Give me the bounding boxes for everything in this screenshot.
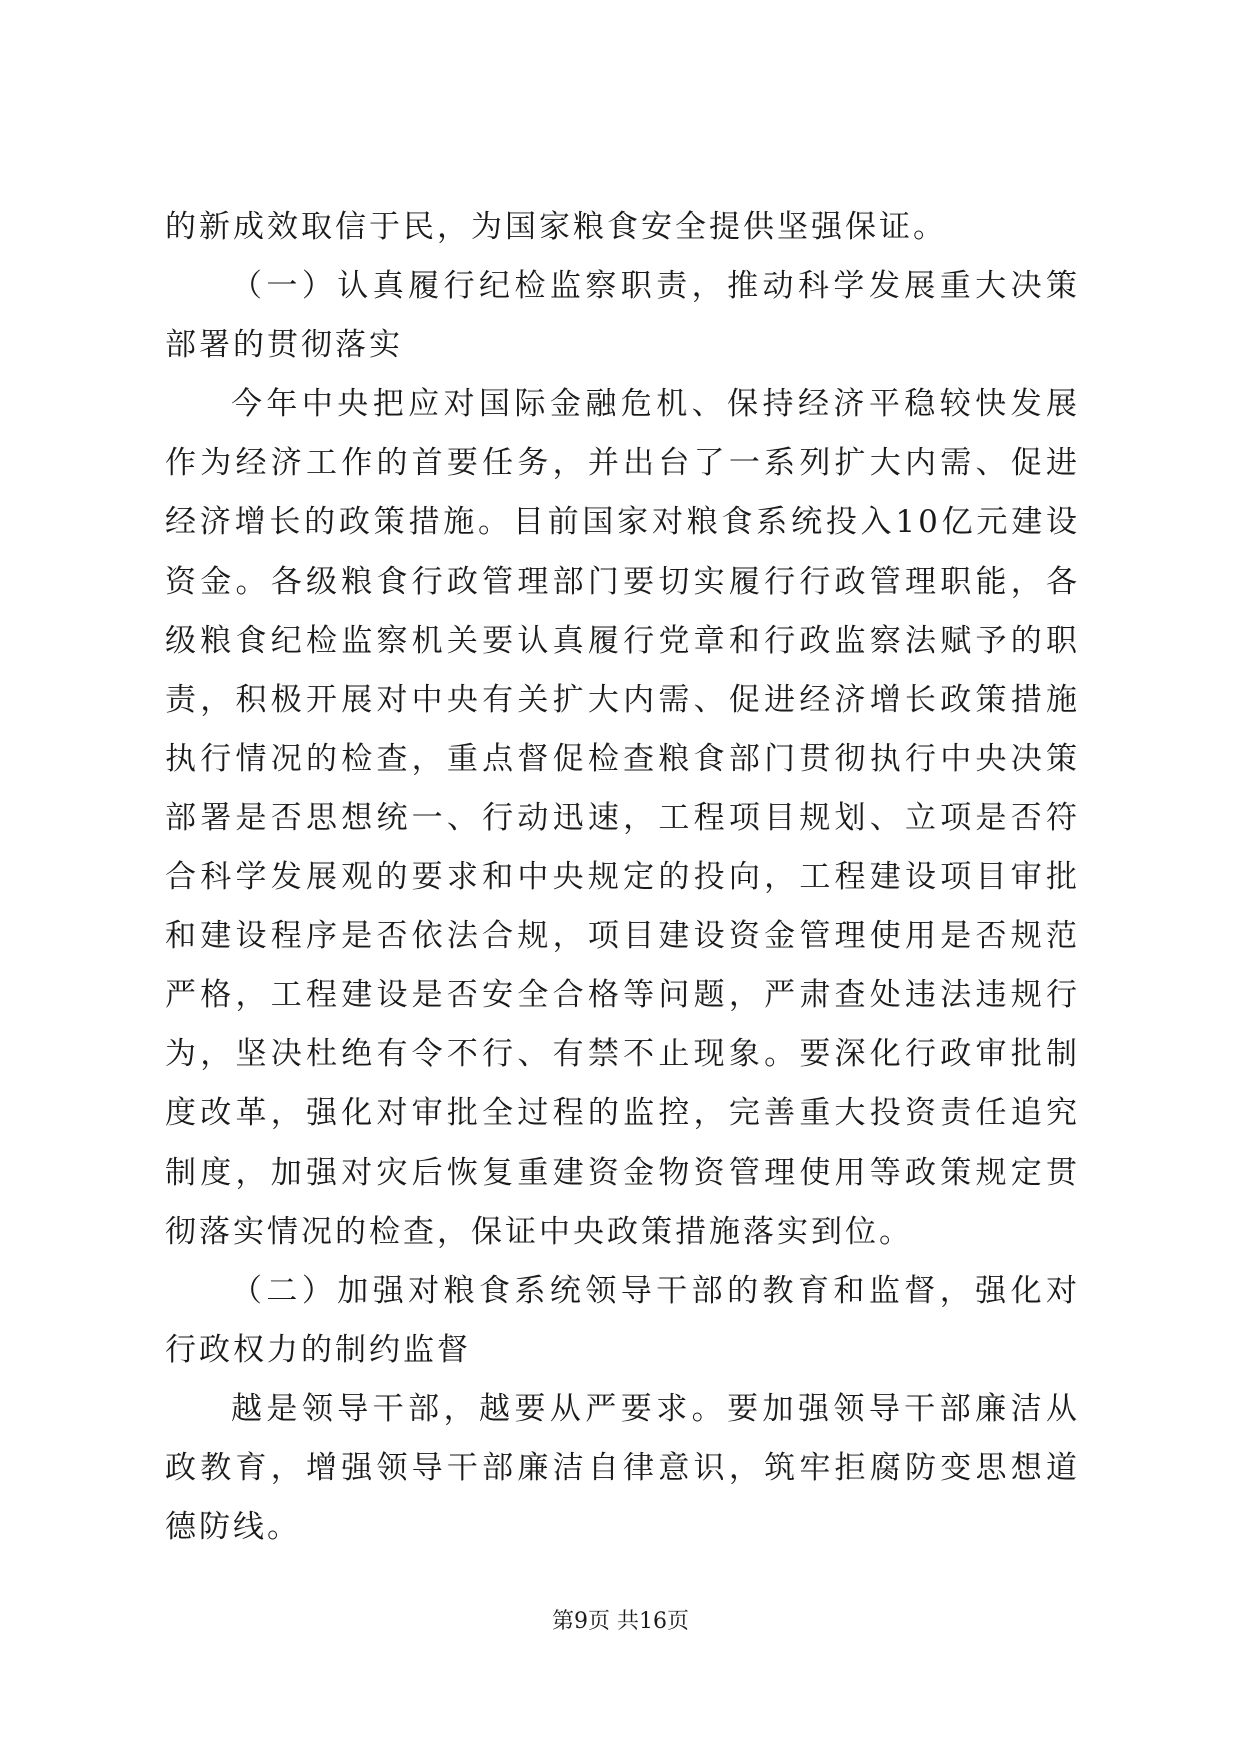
paragraph-body-2: 越是领导干部，越要从严要求。要加强领导干部廉洁从政教育，增强领导干部廉洁自律意识，筑牢拒腐防变思想道德防线。 [165, 1390, 1080, 1546]
paragraph-continuation: 的新成效取信于民，为国家粮食安全提供坚强保证。 [165, 209, 947, 245]
section-heading-1: （一）认真履行纪检监察职责，推动科学发展重大决策部署的贯彻落实 [165, 268, 1080, 364]
page-number: 第9页 共16页 [552, 1609, 689, 1634]
page-footer [0, 1604, 1241, 1635]
section-heading-2: （二）加强对粮食系统领导干部的教育和监督，强化对行政权力的制约监督 [165, 1272, 1080, 1368]
paragraph-body-1: 今年中央把应对国际金融危机、保持经济平稳较快发展作为经济工作的首要任务，并出台了一系列扩大内需、促进经济增长的政策措施。目前国家对粮食系统投入10亿元建设资金。各级粮食行政管理部门要切实履行行政管理职能，各级粮食纪检监察机关要认真履行党章和行政监察法赋予的职责，积极开展对中央有关扩大内需、促进经济增长政策措施执行情况的检查，重点督促检查粮食部门贯彻执行中央决策部署是否思想统一、行动迅速，工程项目规划、立项是否符合科学发展观的要求和中央规定的投向，工程建设项目审批和建设程序是否依法合规，项目建设资金管理使用是否规范严格，工程建设是否安全合格等问题，严肃查处违法违规行为，坚决杜绝有令不行、有禁不止现象。要深化行政审批制度改革，强化对审批全过程的监控，完善重大投资责任追究制度，加强对灾后恢复重建资金物资管理使用等政策规定贯彻落实情况的检查，保证中央政策措施落实到位。 [165, 386, 1080, 1250]
body-text [165, 198, 1080, 1557]
